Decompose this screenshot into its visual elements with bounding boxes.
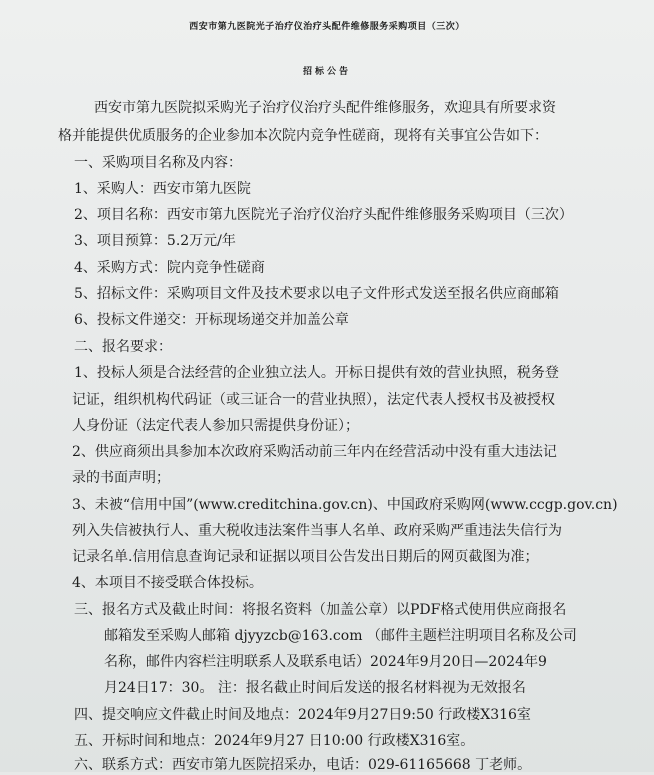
item-2-3-line-1: 3、未被“信用中国”(www.creditchina.gov.cn)、中国政府采购网(www.ccgp.gov.cn) — [72, 497, 618, 513]
document-title: 西安市第九医院光子治疗仪治疗头配件维修服务采购项目（三次） — [189, 22, 465, 32]
item-2-1-line-1: 1、投标人须是合法经营的企业独立法人。开标日提供有效的营业执照，税务登 — [74, 365, 559, 381]
item-2-3-line-3: 记录名单.信用信息查询记录和证据以项目公告发出日期后的网页截图为准； — [72, 549, 539, 565]
section-heading-1: 一、采购项目名称及内容： — [74, 155, 242, 171]
item-1-2: 2、项目名称：西安市第九医院光子治疗仪治疗头配件维修服务采购项目（三次） — [74, 207, 573, 223]
item-2-4: 4、本项目不接受联合体投标。 — [72, 575, 263, 591]
item-1-4: 4、采购方式：院内竞争性磋商 — [74, 260, 265, 276]
section-4: 四、提交响应文件截止时间及地点：2024年9月27日9:50 行政楼X316室 — [74, 707, 531, 723]
section-5: 五、开标时间和地点：2024年9月27 日10:00 行政楼X316室。 — [74, 733, 475, 749]
intro-line-1: 西安市第九医院拟采购光子治疗仪治疗头配件维修服务，欢迎具有所要求资 — [94, 100, 556, 116]
item-1-1: 1、采购人：西安市第九医院 — [74, 181, 251, 197]
section-3-line-4: 月24日17：30。 注：报名截止时间后发送的报名材料视为无效报名 — [104, 680, 526, 696]
item-2-2-line-1: 2、供应商须出具参加本次政府采购活动前三年内在经营活动中没有重大违法记 — [72, 444, 557, 460]
section-6: 六、联系方式：西安市第九医院招采办，电话：029-61165668 丁老师。 — [74, 757, 532, 773]
intro-line-2: 格并能提供优质服务的企业参加本次院内竞争性磋商，现将有关事宜公告如下： — [58, 128, 548, 144]
section-3-line-1: 三、报名方式及截止时间：将报名资料（加盖公章）以PDF格式使用供应商报名 — [74, 602, 567, 618]
item-1-3: 3、项目预算：5.2万元/年 — [74, 233, 236, 249]
item-1-6: 6、投标文件递交：开标现场递交并加盖公章 — [74, 312, 349, 328]
item-2-1-line-3: 人身份证（法定代表人参加只需提供身份证）； — [72, 418, 359, 434]
section-heading-2: 二、报名要求： — [74, 339, 172, 355]
document-subtitle: 招标公告 — [302, 67, 351, 77]
item-2-3-line-2: 列入失信被执行人、重大税收违法案件当事人名单、政府采购严重违法失信行为 — [72, 523, 562, 539]
section-3-line-2: 邮箱发至采购人邮箱 djyyzcb@163.com （邮件主题栏注明项目名称及公司 — [104, 628, 577, 644]
section-3-line-3: 名称，邮件内容栏注明联系人及联系电话）2024年9月20日—2024年9 — [104, 654, 547, 670]
item-2-2-line-2: 录的书面声明； — [72, 470, 170, 486]
item-2-1-line-2: 记证，组织机构代码证（或三证合一的营业执照），法定代表人授权书及被授权 — [72, 392, 555, 408]
item-1-5: 5、招标文件：采购项目文件及技术要求以电子文件形式发送至报名供应商邮箱 — [74, 286, 559, 302]
